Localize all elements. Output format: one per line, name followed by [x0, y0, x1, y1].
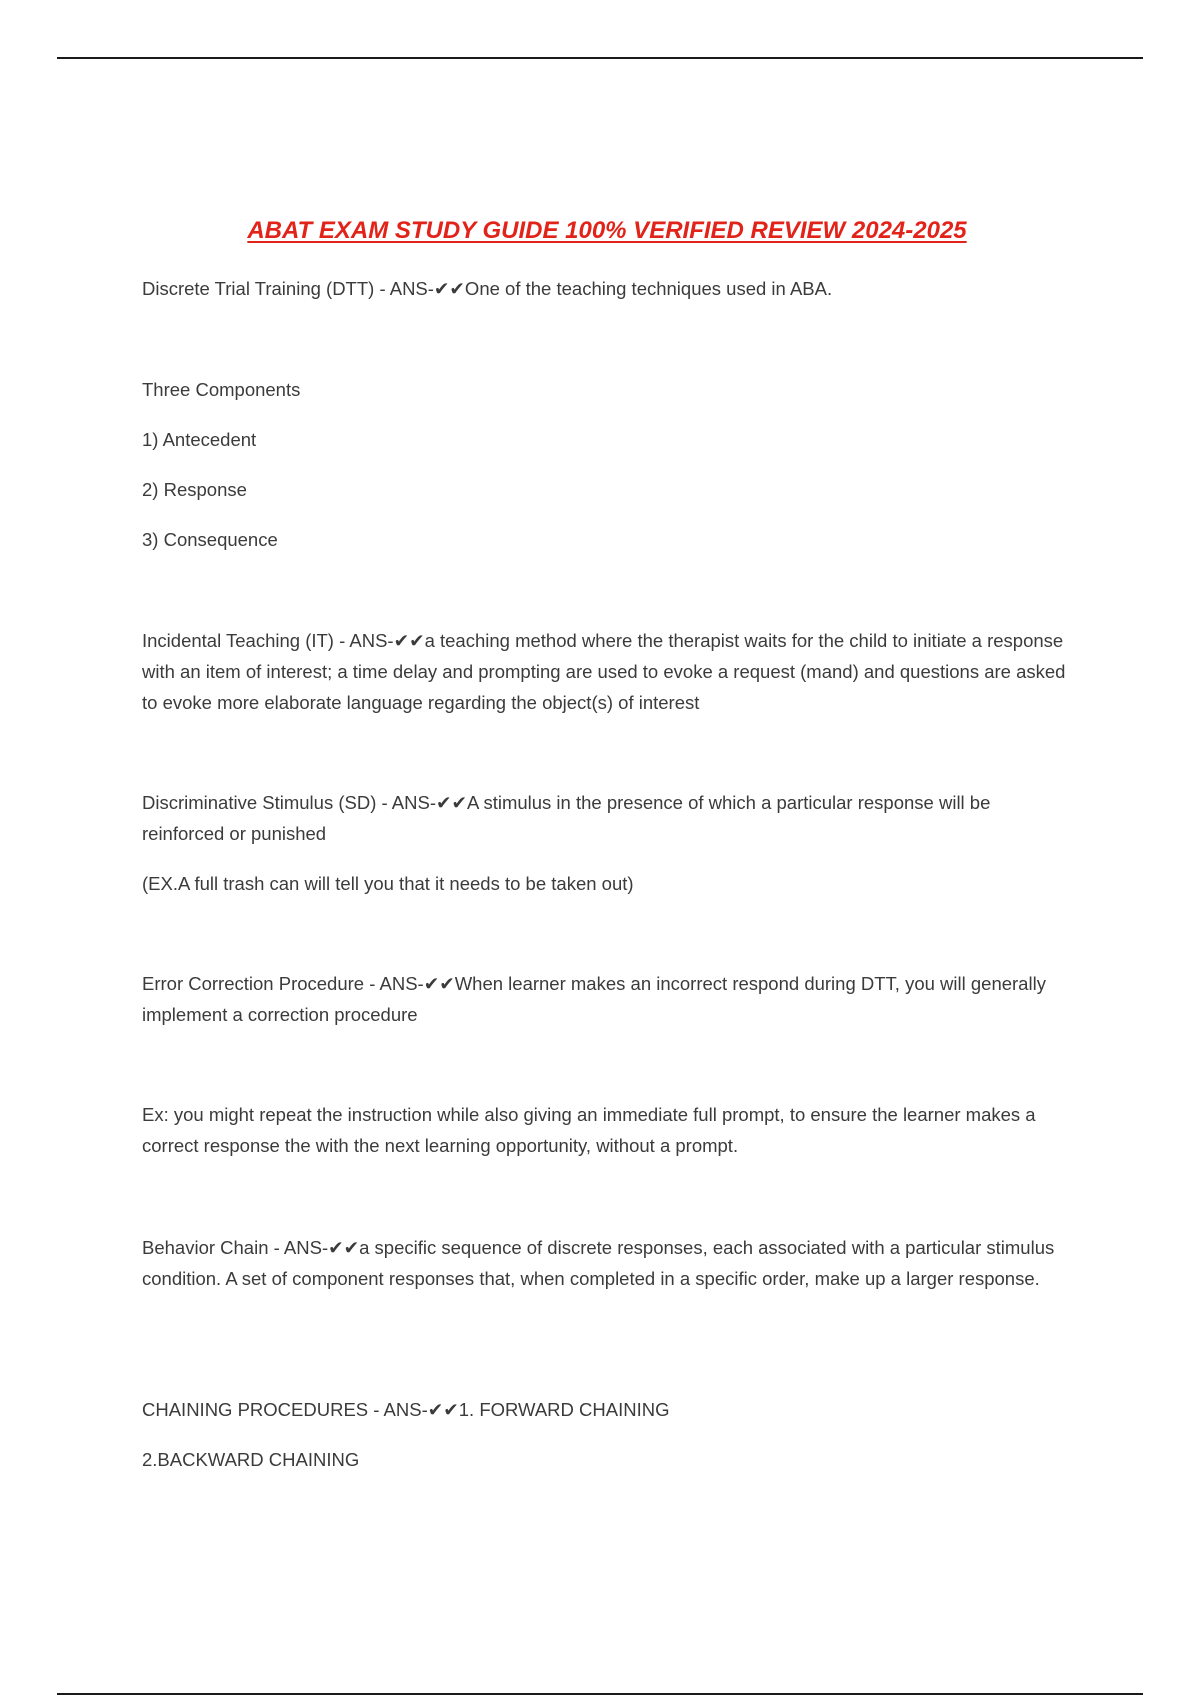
document-title: ABAT EXAM STUDY GUIDE 100% VERIFIED REVIEW 2024-2025 [247, 217, 967, 244]
list-item-backward-chaining: 2.BACKWARD CHAINING [142, 1449, 360, 1470]
paragraph-dtt: Discrete Trial Training (DTT) - ANS-✔✔One of the teaching techniques used in ABA. [142, 278, 833, 299]
header-rule [57, 57, 1143, 59]
paragraph-discriminative-stimulus: Discriminative Stimulus (SD) - ANS-✔✔A stimulus in the presence of which a particular response will be reinforced or punished [142, 792, 991, 844]
paragraph-behavior-chain: Behavior Chain - ANS-✔✔a specific sequence of discrete responses, each associated with a particular stimulus condition. A set of component responses that, when completed in a specific order, make up a larger response. [142, 1237, 1055, 1289]
paragraph-incidental-teaching: Incidental Teaching (IT) - ANS-✔✔a teaching method where the therapist waits for the child to initiate a response with an item of interest; a time delay and prompting are used to evoke a request (mand) and questions are asked to evoke more elaborate language regarding the object(s) of interest [142, 630, 1066, 713]
paragraph-sd-example: (EX.A full trash can will tell you that it needs to be taken out) [142, 873, 634, 894]
paragraph-chaining-procedures: CHAINING PROCEDURES - ANS-✔✔1. FORWARD CHAINING [142, 1399, 670, 1420]
paragraph-three-components: Three Components [142, 379, 301, 400]
paragraph-error-correction-example: Ex: you might repeat the instruction while also giving an immediate full prompt, to ensure the learner makes a correct response the with the next learning opportunity, without a prompt. [142, 1104, 1036, 1156]
list-item-consequence: 3) Consequence [142, 529, 278, 550]
list-item-response: 2) Response [142, 479, 247, 500]
list-item-antecedent: 1) Antecedent [142, 429, 257, 450]
footer-rule [57, 1693, 1143, 1695]
paragraph-error-correction: Error Correction Procedure - ANS-✔✔When learner makes an incorrect respond during DTT, you will generally implement a correction procedure [142, 973, 1046, 1025]
